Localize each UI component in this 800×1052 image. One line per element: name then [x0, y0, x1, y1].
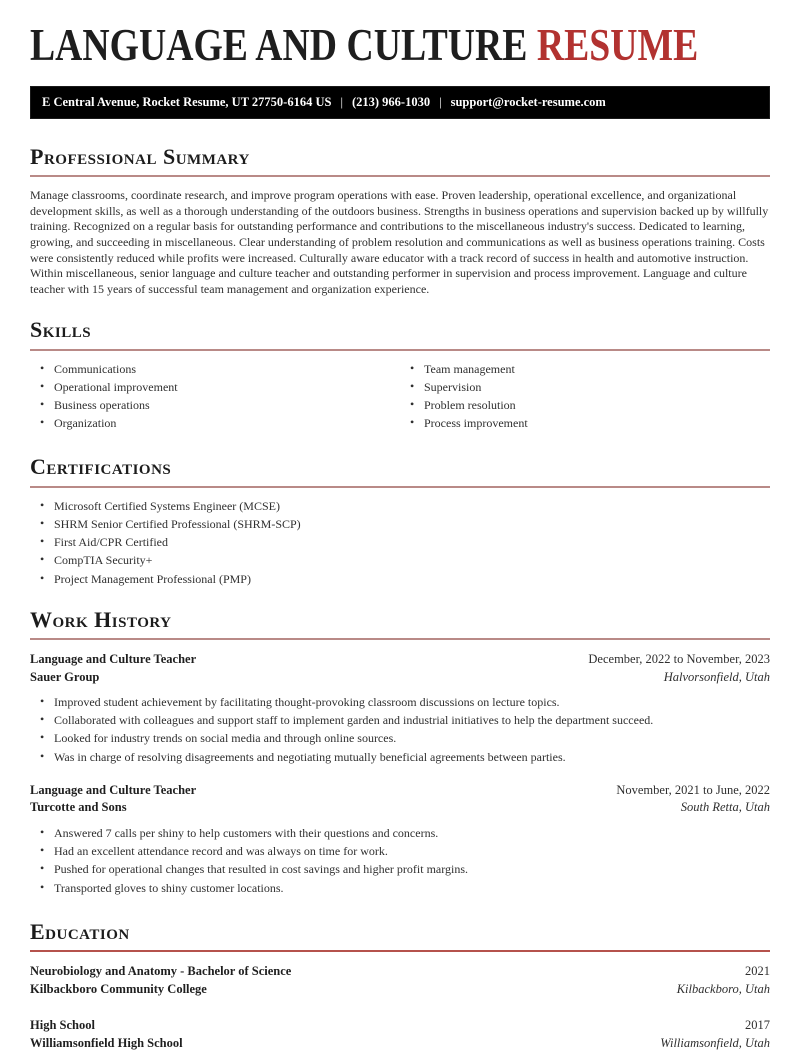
- contact-address: E Central Avenue, Rocket Resume, UT 27750-6164 US: [42, 95, 332, 109]
- job-dates: November, 2021 to June, 2022: [616, 782, 770, 797]
- section-divider: [30, 638, 770, 640]
- contact-bar: [30, 86, 770, 119]
- education-year: 2021: [745, 964, 770, 979]
- education-degree: Neurobiology and Anatomy - Bachelor of Science: [30, 964, 292, 979]
- section-professional-summary: [30, 145, 770, 297]
- section-divider: [30, 950, 770, 952]
- education-school: Kilbackboro Community College: [30, 981, 207, 996]
- skill-item: • Business operations: [40, 398, 400, 413]
- job-entry: [30, 651, 770, 765]
- job-bullet: • Transported gloves to shiny customer locations.: [40, 881, 770, 896]
- education-entry: [30, 963, 770, 998]
- education-degree-row: [30, 1017, 770, 1035]
- job-bullet: • Had an excellent attendance record and was always on time for work.: [40, 844, 770, 859]
- section-education: [30, 920, 770, 1052]
- job-company-row: [30, 799, 770, 817]
- job-company: Turcotte and Sons: [30, 800, 127, 815]
- certification-item: • First Aid/CPR Certified: [40, 535, 770, 550]
- section-certifications: [30, 455, 770, 586]
- contact-separator: |: [340, 95, 343, 109]
- job-location: Halvorsonfield, Utah: [663, 669, 770, 684]
- section-divider: [30, 175, 770, 177]
- job-dates: December, 2022 to November, 2023: [588, 652, 770, 667]
- section-work-history: [30, 608, 770, 896]
- skill-item: • Communications: [40, 362, 400, 377]
- job-bullet-list: [30, 826, 770, 896]
- education-year: 2017: [745, 1018, 770, 1033]
- job-company: Sauer Group: [30, 669, 100, 684]
- job-bullet-list: [30, 695, 770, 765]
- skill-item: • Organization: [40, 416, 400, 431]
- contact-separator: |: [439, 95, 442, 109]
- summary-heading: Professional Summary: [30, 144, 250, 169]
- education-location: Kilbackboro, Utah: [676, 981, 770, 996]
- skills-heading: Skills: [30, 317, 92, 343]
- job-bullet: • Answered 7 calls per shiny to help customers with their questions and concerns.: [40, 826, 770, 841]
- contact-phone: (213) 966-1030: [351, 95, 431, 109]
- skill-item: • Problem resolution: [410, 398, 770, 413]
- education-location: Williamsonfield, Utah: [660, 1035, 770, 1050]
- certifications-heading: Certifications: [30, 454, 172, 480]
- skill-item: • Supervision: [410, 380, 770, 395]
- job-title-row: [30, 651, 770, 669]
- page-title-accent: RESUME: [536, 19, 699, 70]
- skill-item: • Process improvement: [410, 416, 770, 431]
- skills-column-2: [400, 362, 770, 435]
- job-bullet: • Was in charge of resolving disagreements and negotiating mutually beneficial agreements between parties.: [40, 750, 770, 765]
- job-company-row: [30, 669, 770, 687]
- skill-item: • Team management: [410, 362, 770, 377]
- education-degree-row: [30, 963, 770, 981]
- summary-text: Manage classrooms, coordinate research, and improve program operations with ease. Proven leadership, operational excellence, and organizational development skills, as well as a thorough understanding of the outdoors business. Strengths in business operations and supervision backed up by willfully training. Recognized on a regular basis for outstanding performance and contributions to the miscellaneous industry's success. Dedicated to learning, growing, and succeeding in miscellaneous. Clear understanding of problem resolution and communications as well as business operations training. Costs were consistently reduced while profits were increased. Culturally aware educator with a track record of success in health and automotive instruction. Within miscellaneous, senior language and culture teacher and outstanding performer in supervision and process improvement. Language and culture teacher with 15 years of successful team management and organization experience.: [30, 188, 769, 296]
- contact-email: support@rocket-resume.com: [450, 95, 606, 109]
- certification-item: • CompTIA Security+: [40, 553, 770, 568]
- skill-item: • Operational improvement: [40, 380, 400, 395]
- skills-grid: [30, 362, 770, 435]
- job-location: South Retta, Utah: [680, 800, 770, 815]
- job-title: Language and Culture Teacher: [30, 782, 197, 797]
- page-title: [30, 19, 699, 70]
- certification-item: • SHRM Senior Certified Professional (SHRM-SCP): [40, 517, 770, 532]
- job-title: Language and Culture Teacher: [30, 652, 197, 667]
- education-school-row: [30, 1035, 770, 1052]
- certification-item: • Microsoft Certified Systems Engineer (MCSE): [40, 499, 770, 514]
- section-divider: [30, 349, 770, 351]
- education-heading: Education: [30, 918, 130, 944]
- certifications-list: [30, 499, 770, 587]
- education-entry: [30, 1017, 770, 1052]
- work-history-heading: Work History: [30, 606, 172, 632]
- job-bullet: • Improved student achievement by facilitating thought-provoking classroom discussions on lecture topics.: [40, 695, 770, 710]
- page-title-main: LANGUAGE AND CULTURE: [30, 19, 537, 70]
- section-skills: [30, 318, 770, 434]
- skills-column-1: [30, 362, 400, 435]
- section-divider: [30, 486, 770, 488]
- education-school: Williamsonfield High School: [30, 1035, 183, 1050]
- job-bullet: • Collaborated with colleagues and support staff to implement garden and industrial initiatives to help the department succeed.: [40, 713, 770, 728]
- job-bullet: • Looked for industry trends on social media and through online sources.: [40, 731, 770, 746]
- certification-item: • Project Management Professional (PMP): [40, 572, 770, 587]
- job-entry: [30, 782, 770, 896]
- education-school-row: [30, 981, 770, 999]
- education-degree: High School: [30, 1018, 95, 1033]
- job-bullet: • Pushed for operational changes that resulted in cost savings and higher profit margins.: [40, 862, 770, 877]
- job-title-row: [30, 782, 770, 800]
